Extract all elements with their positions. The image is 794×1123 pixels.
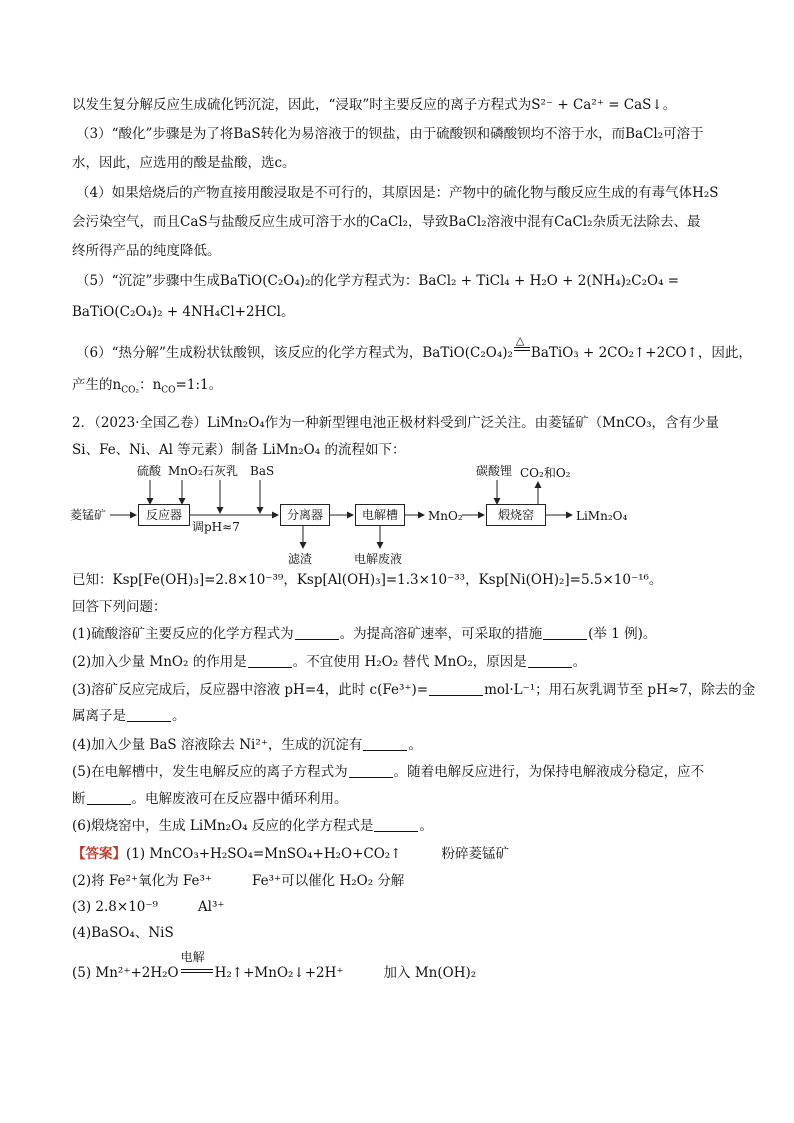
answer-line-5: [72, 950, 722, 983]
q-text: (举 1 例)。: [588, 626, 657, 642]
answer-line-1: [72, 844, 722, 864]
flow-output-residue: 滤渣: [288, 552, 313, 566]
q-text: (6)煅烧窑中，生成 LiMn₂O₄ 反应的化学方程式是: [72, 818, 374, 834]
flow-mid-mno2: MnO₂: [428, 509, 463, 523]
answer-line-3: [72, 897, 722, 917]
q-text: (4)加入少量 BaS 溶液除去 Ni²⁺，生成的沉淀有: [72, 737, 363, 753]
answer-line-2: [72, 871, 722, 891]
sub-question-2: [72, 652, 722, 672]
flow-box-reactor: 反应器: [138, 504, 190, 526]
ratio-text: 产生的n: [72, 377, 122, 393]
answer-prompt: 回答下列问题：: [72, 599, 167, 615]
q-text: (2)加入少量 MnO₂ 的作用是: [72, 654, 247, 670]
answer-blank: [295, 625, 339, 640]
text-line: （5）“沉淀”步骤中生成BaTiO(C₂O₄)₂的化学方程式为：BaCl₂ + TiCl₄ + H₂O + 2(NH₄)₂C₂O₄ =: [76, 273, 680, 289]
q-text: 。: [419, 818, 433, 834]
heat-condition: [513, 334, 531, 363]
question-intro: 2．（2023·全国乙卷）LiMn₂O₄作为一种新型锂电池正极材料受到广泛关注。由菱锰矿（MnCO₃，含有少量: [72, 415, 720, 431]
answer-text: H₂↑+MnO₂↓+2H⁺: [214, 965, 344, 981]
q-text: 。: [572, 654, 587, 670]
answer-text: Fe³⁺可以催化 H₂O₂ 分解: [252, 873, 405, 889]
text-line: 终所得产品的纯度降低。: [72, 243, 221, 259]
sub-question-3-cont: [72, 706, 722, 726]
answer-line-4: [72, 923, 722, 943]
answer-text: Al³⁺: [197, 899, 225, 915]
sub-question-5-cont: [72, 789, 722, 809]
flow-box-cell: 电解槽: [355, 504, 405, 526]
answer-blank: [543, 625, 587, 640]
q-text: (1)硫酸溶矿主要反应的化学方程式为: [72, 626, 294, 642]
text-line: 以发生复分解反应生成硫化钙沉淀，因此，“浸取”时主要反应的离子方程式为S²⁻ + Ca²⁺ = CaS↓。: [72, 97, 677, 113]
flow-input-bas: BaS: [250, 464, 275, 478]
answer-text: (1) MnCO₃+H₂SO₄=MnSO₄+H₂O+CO₂↑: [126, 846, 402, 862]
flow-ph-label: 调pH≈7: [192, 520, 240, 534]
ratio-text: =1:1。: [175, 377, 223, 393]
flow-input-lime: 石灰乳: [202, 464, 239, 478]
flow-box-separator: 分离器: [280, 504, 330, 526]
answer-blank: [87, 790, 131, 805]
answer-blank: [349, 763, 393, 778]
text-line: BaTiO(C₂O₄)₂ + 4NH₄Cl+2HCl。: [72, 304, 295, 320]
answer-text: (3) 2.8×10⁻⁹: [72, 899, 158, 915]
question-intro: Si、Fe、Ni、Al 等元素）制备 LiMn₂O₄ 的流程如下：: [72, 442, 406, 458]
flow-output-waste: 电解废液: [354, 552, 403, 566]
q-text: (5)在电解槽中，发生电解反应的离子方程式为: [72, 764, 348, 780]
text-line: 会污染空气，而且CaS与盐酸反应生成可溶于水的CaCl₂，导致BaCl₂溶液中混有CaCl₂杂质无法除去、最: [72, 214, 701, 230]
heat-symbol: △: [515, 334, 525, 347]
answer-blank: [429, 681, 483, 696]
flow-gas-out: CO₂和O₂: [520, 466, 571, 480]
answer-text: 粉碎菱锰矿: [441, 846, 510, 862]
flow-raw-material: 菱锰矿: [70, 508, 107, 522]
flow-box-kiln: 煅烧窑: [486, 504, 546, 526]
condition-label: 电解: [180, 950, 205, 964]
q-text: mol·L⁻¹；用石灰乳调节至 pH≈7，除去的金: [484, 682, 756, 698]
process-flow-diagram: [70, 460, 720, 570]
flow-input-li2co3: 碳酸锂: [476, 464, 513, 478]
q-text: 。不宜使用 H₂O₂ 替代 MnO₂，原因是: [292, 654, 527, 670]
q-text: (3)溶矿反应完成后，反应器中溶液 pH=4，此时 c(Fe³⁺)=: [72, 682, 429, 698]
q-text: 。: [408, 737, 422, 753]
sub-question-4: [72, 735, 722, 755]
answer-text: (4)BaSO₄、NiS: [72, 925, 174, 941]
text-line: 水，因此，应选用的酸是盐酸，选c。: [72, 155, 296, 171]
answer-blank: [528, 653, 572, 668]
text-line: （4）如果焙烧后的产物直接用酸浸取是不可行的，其原因是：产物中的硫化物与酸反应生成的有毒气体H₂S: [76, 185, 719, 201]
q-text: 。电解废液可在反应器中循环利用。: [131, 791, 348, 807]
answer-blank: [363, 736, 407, 751]
flow-input-mno2: MnO₂: [168, 464, 203, 478]
answer-text: (5) Mn²⁺+2H₂O: [72, 965, 179, 981]
ratio-sub: CO: [161, 385, 176, 396]
answer-text: 加入 Mn(OH)₂: [383, 965, 477, 981]
ratio-sub: CO₂: [121, 385, 140, 396]
q-text: 。随着电解反应进行，为保持电解液成分稳定，应不: [393, 764, 705, 780]
answer-blank: [248, 653, 292, 668]
sub-question-5: [72, 762, 722, 782]
q-text: 。: [172, 708, 186, 724]
answer-blank: [127, 707, 171, 722]
text-line: （3）“酸化”步骤是为了将BaS转化为易溶液于的钡盐，由于硫酸钡和磷酸钡均不溶于水，而BaCl₂可溶于: [76, 126, 704, 142]
flow-product: LiMn₂O₄: [576, 509, 628, 523]
sub-question-1: [72, 624, 722, 644]
answer-tag: 【答案】: [72, 846, 126, 862]
q-text: 断: [72, 791, 86, 807]
answer-text: (2)将 Fe²⁺氧化为 Fe³⁺: [72, 873, 213, 889]
text-line: [72, 375, 722, 395]
q-text: 属离子是: [72, 708, 126, 724]
equation-left: （6）“热分解”生成粉状钛酸钡，该反应的化学方程式为，BaTiO(C₂O₄)₂: [76, 345, 513, 361]
q-text: 。为提高溶矿速率，可采取的措施: [339, 626, 543, 642]
text-line: [76, 334, 752, 363]
electrolysis-condition: [179, 950, 215, 983]
flow-input-acid: 硫酸: [137, 464, 162, 478]
ksp-known: 已知：Ksp[Fe(OH)₃]=2.8×10⁻³⁹，Ksp[Al(OH)₃]=1.3×10⁻³³，Ksp[Ni(OH)₂]=5.5×10⁻¹⁶。: [72, 572, 663, 588]
answer-blank: [374, 817, 418, 832]
ratio-text: ：n: [139, 377, 162, 393]
sub-question-3: [72, 680, 756, 700]
sub-question-6: [72, 816, 722, 836]
equation-right: BaTiO₃ + 2CO₂↑+2CO↑，因此，: [530, 345, 752, 361]
